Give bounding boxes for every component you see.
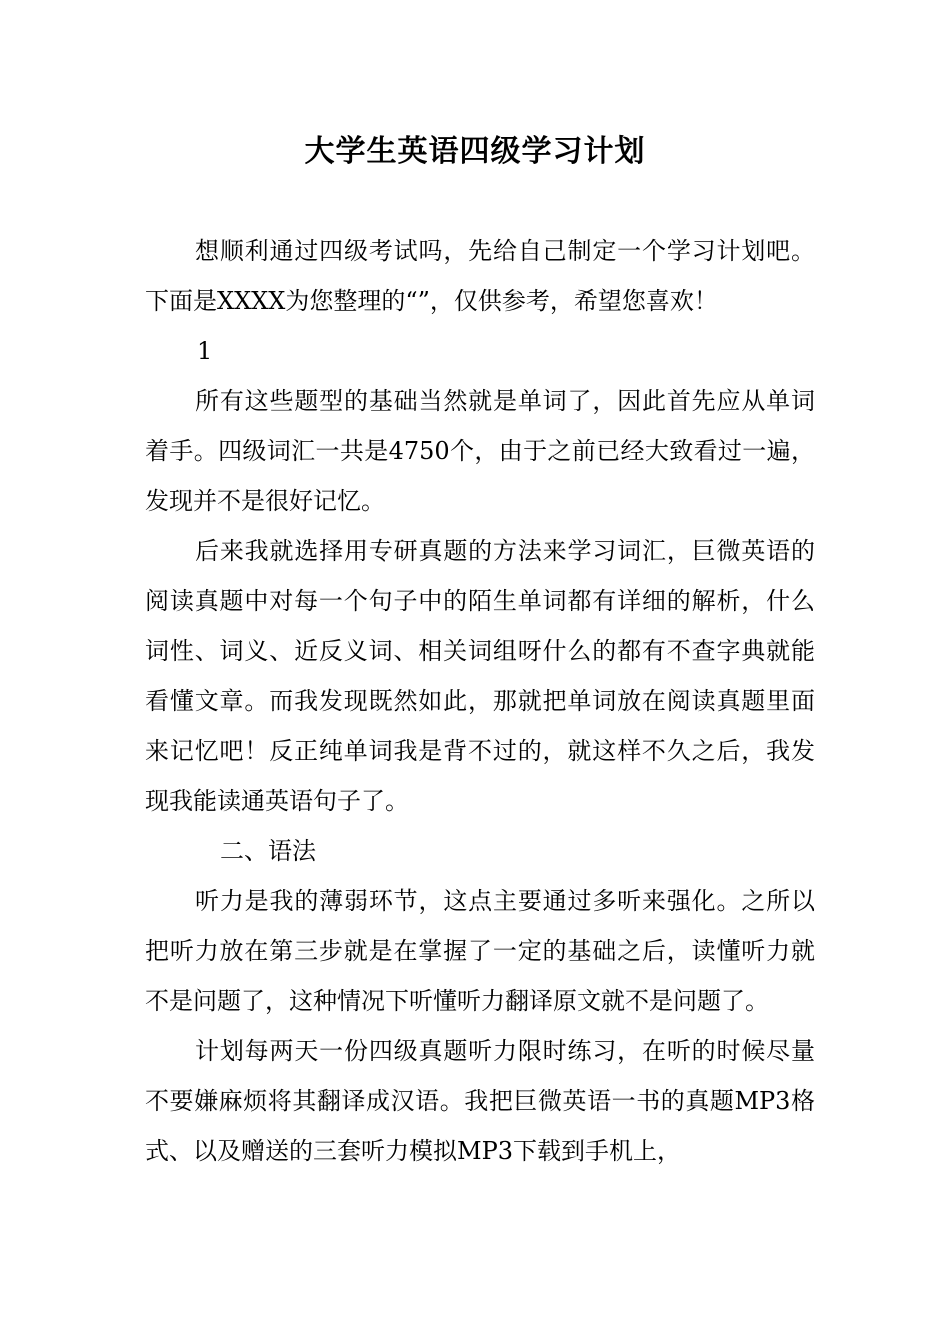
- document-title: 大学生英语四级学习计划: [304, 134, 646, 169]
- paragraph-listening-plan: 计划每两天一份四级真题听力限时练习，在听的时候尽量不要嫌麻烦将其翻译成汉语。我把巨微英语一书的真题MP3格式、以及赠送的三套听力模拟MP3下载到手机上，: [145, 1037, 815, 1165]
- section-number: 1: [197, 337, 213, 365]
- paragraph-vocabulary-method: 后来我就选择用专研真题的方法来学习词汇，巨微英语的阅读真题中对每一个句子中的陌生单词都有详细的解析，什么词性、词义、近反义词、相关词组呀什么的都有不查字典就能看懂文章。而我发现既然如此，那就把单词放在阅读真题里面来记忆吧！反正纯单词我是背不过的，就这样不久之后，我发现我能读通英语句子了。: [145, 537, 815, 815]
- section-heading-grammar: 二、语法: [220, 837, 316, 865]
- paragraph-intro: 想顺利通过四级考试吗，先给自己制定一个学习计划吧。下面是XXXX为您整理的“”，仅供参考，希望您喜欢！: [145, 237, 815, 315]
- document-body: [145, 226, 815, 1176]
- paragraph-vocabulary: 所有这些题型的基础当然就是单词了，因此首先应从单词着手。四级词汇一共是4750个，由于之前已经大致看过一遍，发现并不是很好记忆。: [145, 387, 815, 515]
- paragraph-listening: 听力是我的薄弱环节，这点主要通过多听来强化。之所以把听力放在第三步就是在掌握了一定的基础之后，读懂听力就不是问题了，这种情况下听懂听力翻译原文就不是问题了。: [145, 887, 815, 1015]
